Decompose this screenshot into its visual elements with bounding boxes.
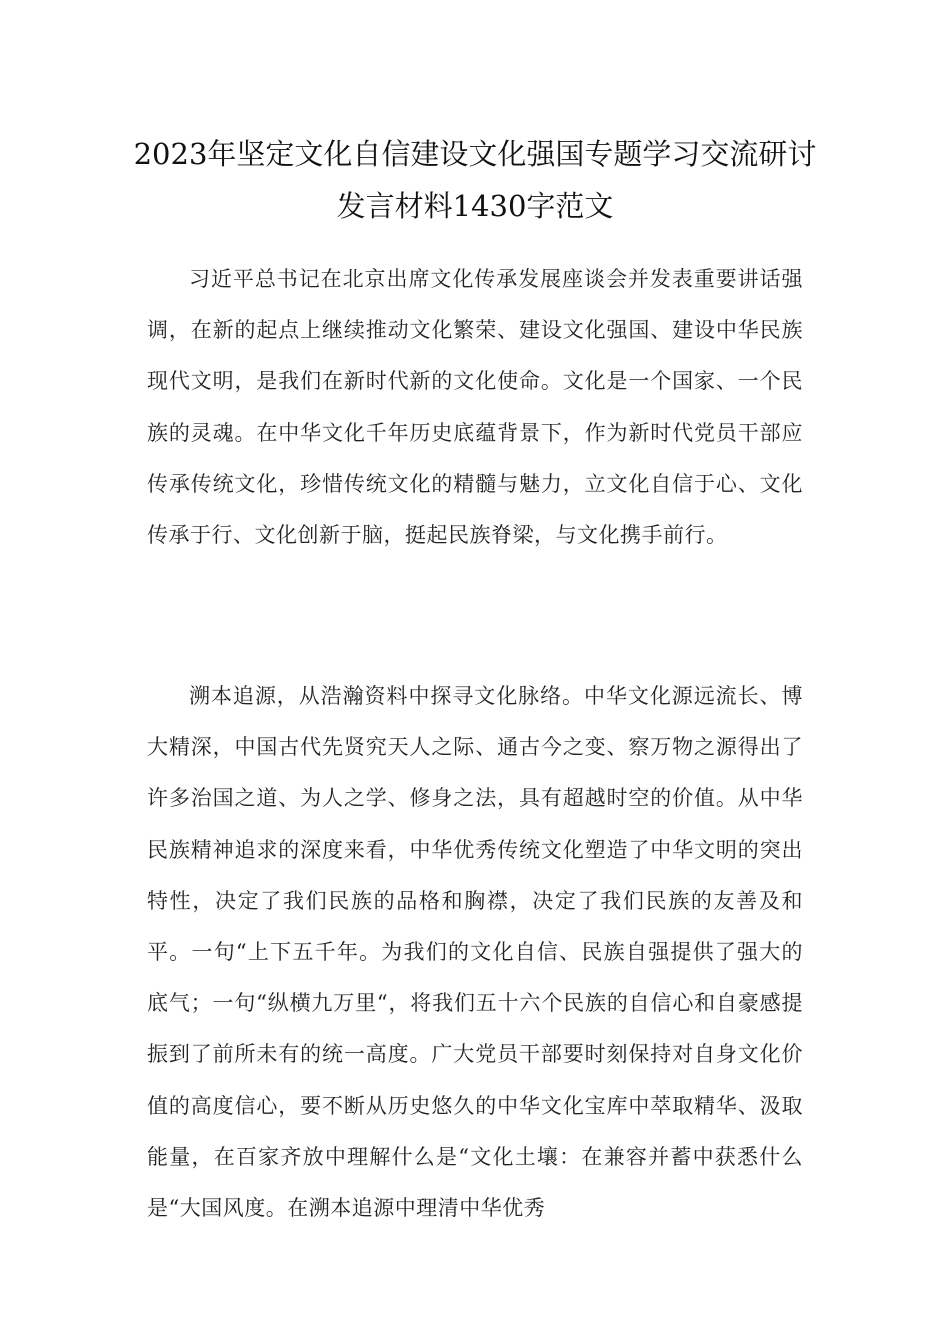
body-paragraph: 习近平总书记在北京出席文化传承发展座谈会并发表重要讲话强调，在新的起点上继续推动文化繁荣、建设文化强国、建设中华民族现代文明，是我们在新时代新的文化使命。文化是一个国家、一个民族的灵魂。在中华文化千年历史底蕴背景下，作为新时代党员干部应传承传统文化，珍惜传统文化的精髓与魅力，立文化自信于心、文化传承于行、文化创新于脑，挺起民族脊梁，与文化携手前行。 (147, 267, 803, 548)
body-paragraph: 溯本追源，从浩瀚资料中探寻文化脉络。中华文化源远流长、博大精深，中国古代先贤究天人之际、通古今之变、察万物之源得出了许多治国之道、为人之学、修身之法，具有超越时空的价值。从中华民族精神追求的深度来看，中华优秀传统文化塑造了中华文明的突出特性，决定了我们民族的品格和胸襟，决定了我们民族的友善及和平。一句“上下五千年。为我们的文化自信、民族自强提供了强大的底气；一句“纵横九万里“，将我们五十六个民族的自信心和自豪感提振到了前所未有的统一高度。广大党员干部要时刻保持对自身文化价值的高度信心，要不断从历史悠久的中华文化宝库中萃取精华、汲取能量，在百家齐放中理解什么是“文化土壤：在兼容并蓄中获悉什么是“大国风度。在溯本追源中理清中华优秀 (147, 684, 803, 1221)
document-title: 2023年坚定文化自信建设文化强国专题学习交流研讨发言材料1430字范文 (133, 137, 817, 223)
